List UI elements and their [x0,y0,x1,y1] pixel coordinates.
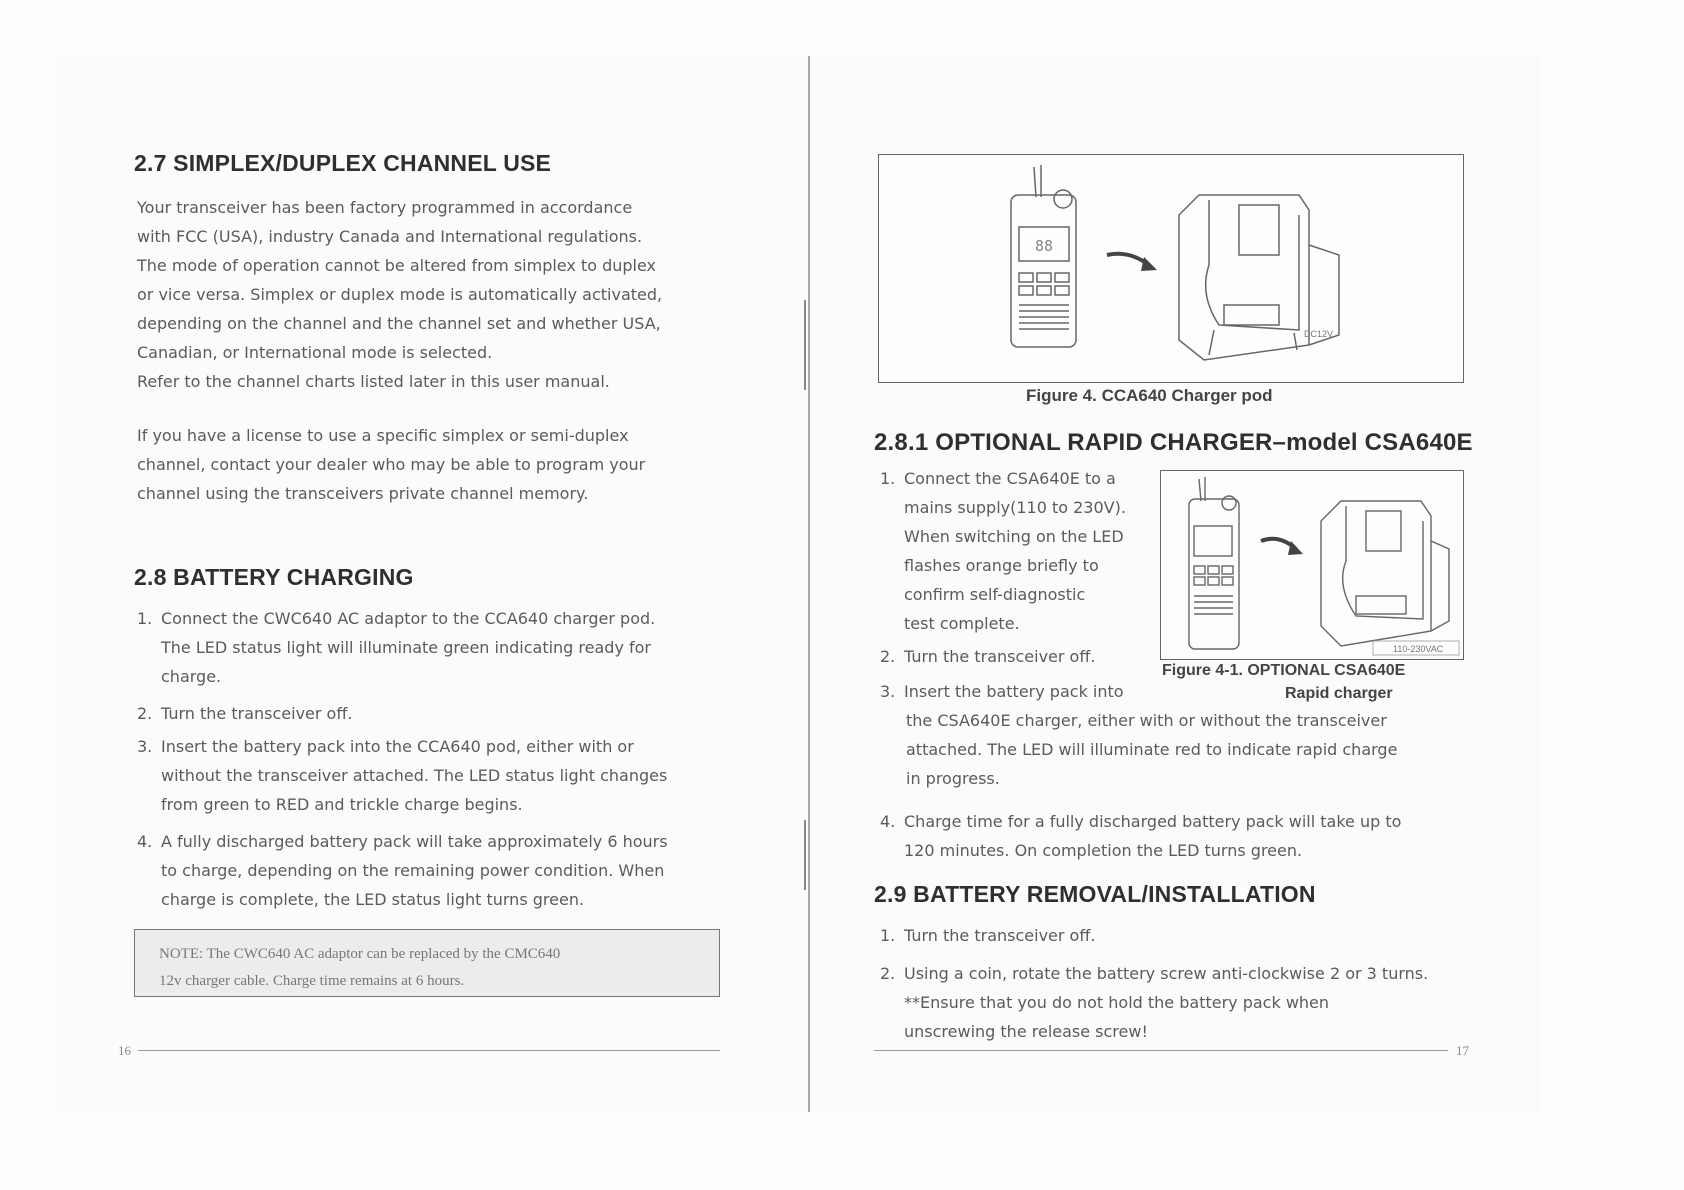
section-2-7-paragraph-1 [137,193,662,396]
text-line: from green to RED and trickle charge begins. [161,795,523,814]
text-line: Canadian, or International mode is selected. [137,343,493,362]
text-line: When switching on the LED [904,527,1124,546]
page-number-right: 17 [1456,1043,1469,1058]
text-line: in progress. [906,769,1000,788]
radio-icon [1011,165,1076,347]
section-2-7-paragraph-2 [137,421,645,508]
text-line: mains supply(110 to 230V). [904,498,1126,517]
text-line: The mode of operation cannot be altered from simplex to duplex [137,256,656,275]
figure-4-1-caption-line-2: Rapid charger [1285,685,1393,702]
text-line: confirm self-diagnostic [904,585,1086,604]
text-line: charge is complete, the LED status light turns green. [161,890,585,909]
page-spine [808,56,810,1112]
text-line: Insert the battery pack into the CCA640 pod, either with or [161,737,634,756]
text-line: Connect the CSA640E to a [904,469,1116,488]
text-line: Connect the CWC640 AC adaptor to the CCA640 charger pod. [161,609,656,628]
text-line: A fully discharged battery pack will take approximately 6 hours [161,832,668,851]
text-line: Your transceiver has been factory programmed in accordance [137,198,633,217]
text-line: Turn the transceiver off. [161,704,353,723]
text-line: without the transceiver attached. The LED status light changes [161,766,668,785]
radio-icon [1189,477,1239,649]
text-line: 120 minutes. On completion the LED turns green. [904,841,1303,860]
text-line: the CSA640E charger, either with or without the transceiver [906,711,1387,730]
text-line: Insert the battery pack into [904,682,1124,701]
spine-mark [804,820,806,890]
figure-4-1-illustration [1161,471,1462,658]
text-line: channel, contact your dealer who may be able to program your [137,455,646,474]
text-line: The LED status light will illuminate green indicating ready for [161,638,652,657]
text-line: charge. [161,667,222,686]
figure-4-1-box [1160,470,1464,660]
section-2-7-title: 2.7 SIMPLEX/DUPLEX CHANNEL USE [134,150,552,176]
text-line: to charge, depending on the remaining power condition. When [161,861,665,880]
text-line: depending on the channel and the channel set and whether USA, [137,314,661,333]
figure-4-1-caption-line-1: Figure 4-1. OPTIONAL CSA640E [1162,662,1406,679]
text-line: or vice versa. Simplex or duplex mode is automatically activated, [137,285,663,304]
section-2-8-1-title: 2.8.1 OPTIONAL RAPID CHARGER–model CSA640E [874,429,1473,456]
charger-pod-icon [1321,501,1449,646]
text-line: with FCC (USA), industry Canada and International regulations. [137,227,643,246]
figure-4-caption: Figure 4. CCA640 Charger pod [1026,386,1273,405]
footer-rule [874,1050,1448,1051]
text-line: Charge time for a fully discharged battery pack will take up to [904,812,1402,831]
figure-4-box [878,154,1464,383]
text-line: channel using the transceivers private channel memory. [137,484,589,503]
dc12v-label: DC12V [1304,329,1334,339]
text-line: unscrewing the release screw! [904,1022,1148,1041]
text-line: Using a coin, rotate the battery screw anti-clockwise 2 or 3 turns. [904,964,1429,983]
section-2-8-title: 2.8 BATTERY CHARGING [134,564,414,590]
svg-text:88: 88 [1034,237,1054,255]
section-2-9-title: 2.9 BATTERY REMOVAL/INSTALLATION [874,881,1316,907]
page-number-left: 16 [118,1043,131,1058]
figure-4-illustration [879,155,1462,381]
spine-mark [804,300,806,390]
text-line: flashes orange briefly to [904,556,1099,575]
text-line: test complete. [904,614,1020,633]
text-line: Refer to the channel charts listed later in this user manual. [137,372,610,391]
text-line: attached. The LED will illuminate red to indicate rapid charge [906,740,1398,759]
ac-voltage-label: 110-230VAC [1393,644,1444,654]
text-line: **Ensure that you do not hold the battery pack when [904,993,1330,1012]
footer-rule [138,1050,720,1051]
note-line: NOTE: The CWC640 AC adaptor can be replaced by the CMC640 [159,946,561,962]
note-box [134,929,720,997]
text-line: If you have a license to use a specific simplex or semi-duplex [137,426,629,445]
note-line: 12v charger cable. Charge time remains at 6 hours. [159,973,465,989]
